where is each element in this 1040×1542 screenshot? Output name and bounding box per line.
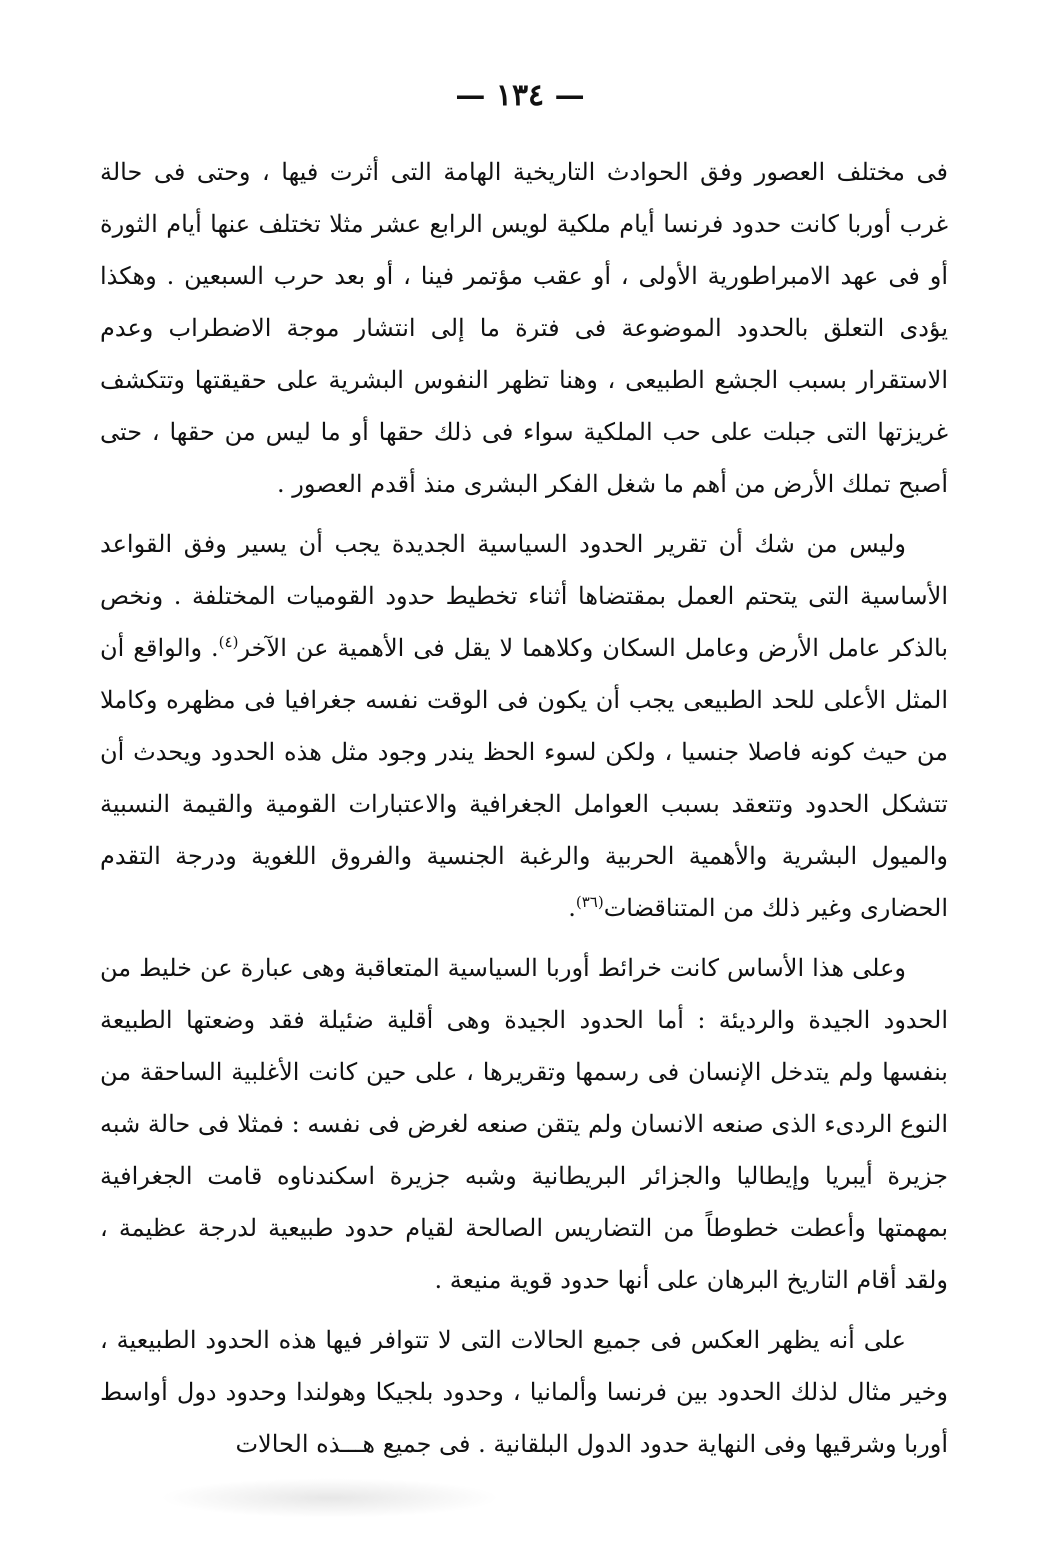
footnote-reference-36: (٣٦): [575, 893, 604, 911]
paragraph-2: [100, 518, 948, 934]
scan-smudge: [160, 1478, 500, 1518]
page-body-text: [100, 146, 948, 1470]
paragraph-2-text: وليس من شك أن تقرير الحدود السياسية الجديدة يجب أن يسير وفق القواعد الأساسية التى يتحتم العمل بمقتضاها أثناء تخطيط حدود القوميات المختلفة . ونخص بالذكر عامل الأرض وعامل السكان وكلاهما لا يقل فى الأهمية عن الآخر: [100, 530, 948, 662]
paragraph-3: وعلى هذا الأساس كانت خرائط أوربا السياسية المتعاقبة وهى عبارة عن خليط من الحدود الجيدة والرديئة : أما الحدود الجيدة وهى أقلية ضئيلة فقد وضعتها الطبيعة بنفسها ولم يتدخل الإنسان فى رسمها وتقريرها ، على حين كانت الأغلبية الساحقة من النوع الردىء الذى صنعه الانسان ولم يتقن صنعه لغرض فى نفسه : فمثلا فى حالة شبه جزيرة أيبريا وإيطاليا والجزائر البريطانية وشبه جزيرة اسكندناوه قامت الجغرافية بمهمتها وأعطت خطوطاً من التضاريس الصالحة لقيام حدود طبيعية لدرجة عظيمة ، ولقد أقام التاريخ البرهان على أنها حدود قوية منيعة .: [100, 954, 948, 1294]
paragraph-1: فى مختلف العصور وفق الحوادث التاريخية الهامة التى أثرت فيها ، وحتى فى حالة غرب أوربا كانت حدود فرنسا أيام ملكية لويس الرابع عشر مثلا تختلف عنها أيام الثورة أو فى عهد الامبراطورية الأولى ، أو عقب مؤتمر فينا ، أو بعد حرب السبعين . وهكذا يؤدى التعلق بالحدود الموضوعة فى فترة ما إلى انتشار موجة الاضطراب وعدم الاستقرار بسبب الجشع الطبيعى ، وهنا تظهر النفوس البشرية على حقيقتها وتتكشف غريزتها التى جبلت على حب الملكية سواء فى ذلك حقها أو ما ليس من حقها ، حتى أصبح تملك الأرض من أهم ما شغل الفكر البشرى منذ أقدم العصور .: [100, 158, 948, 498]
paragraph-2-end: .: [568, 894, 576, 922]
paragraph-4: على أنه يظهر العكس فى جميع الحالات التى لا تتوافر فيها هذه الحدود الطبيعية ، وخير مثال لذلك الحدود بين فرنسا وألمانيا ، وحدود بلجيكا وهولندا وحدود دول أواسط أوربا وشرقيها وفى النهاية حدود الدول البلقانية . فى جميع هـــذه الحالات: [100, 1326, 948, 1458]
footnote-reference-4: (٤): [218, 633, 239, 651]
paragraph-2-continuation: . والواقع أن المثل الأعلى للحد الطبيعى يجب أن يكون فى الوقت نفسه جغرافيا فى مظهره وكاملا من حيث كونه فاصلا جنسيا ، ولكن لسوء الحظ يندر وجود مثل هذه الحدود ويحدث أن تتشكل الحدود وتتعقد بسبب العوامل الجغرافية والاعتبارات القومية والقيمة النسبية والميول البشرية والأهمية الحربية والرغبة الجنسية والفروق اللغوية ودرجة التقدم الحضارى وغير ذلك من المتناقضات: [100, 634, 949, 922]
page-number: — ١٣٤ —: [455, 78, 585, 113]
